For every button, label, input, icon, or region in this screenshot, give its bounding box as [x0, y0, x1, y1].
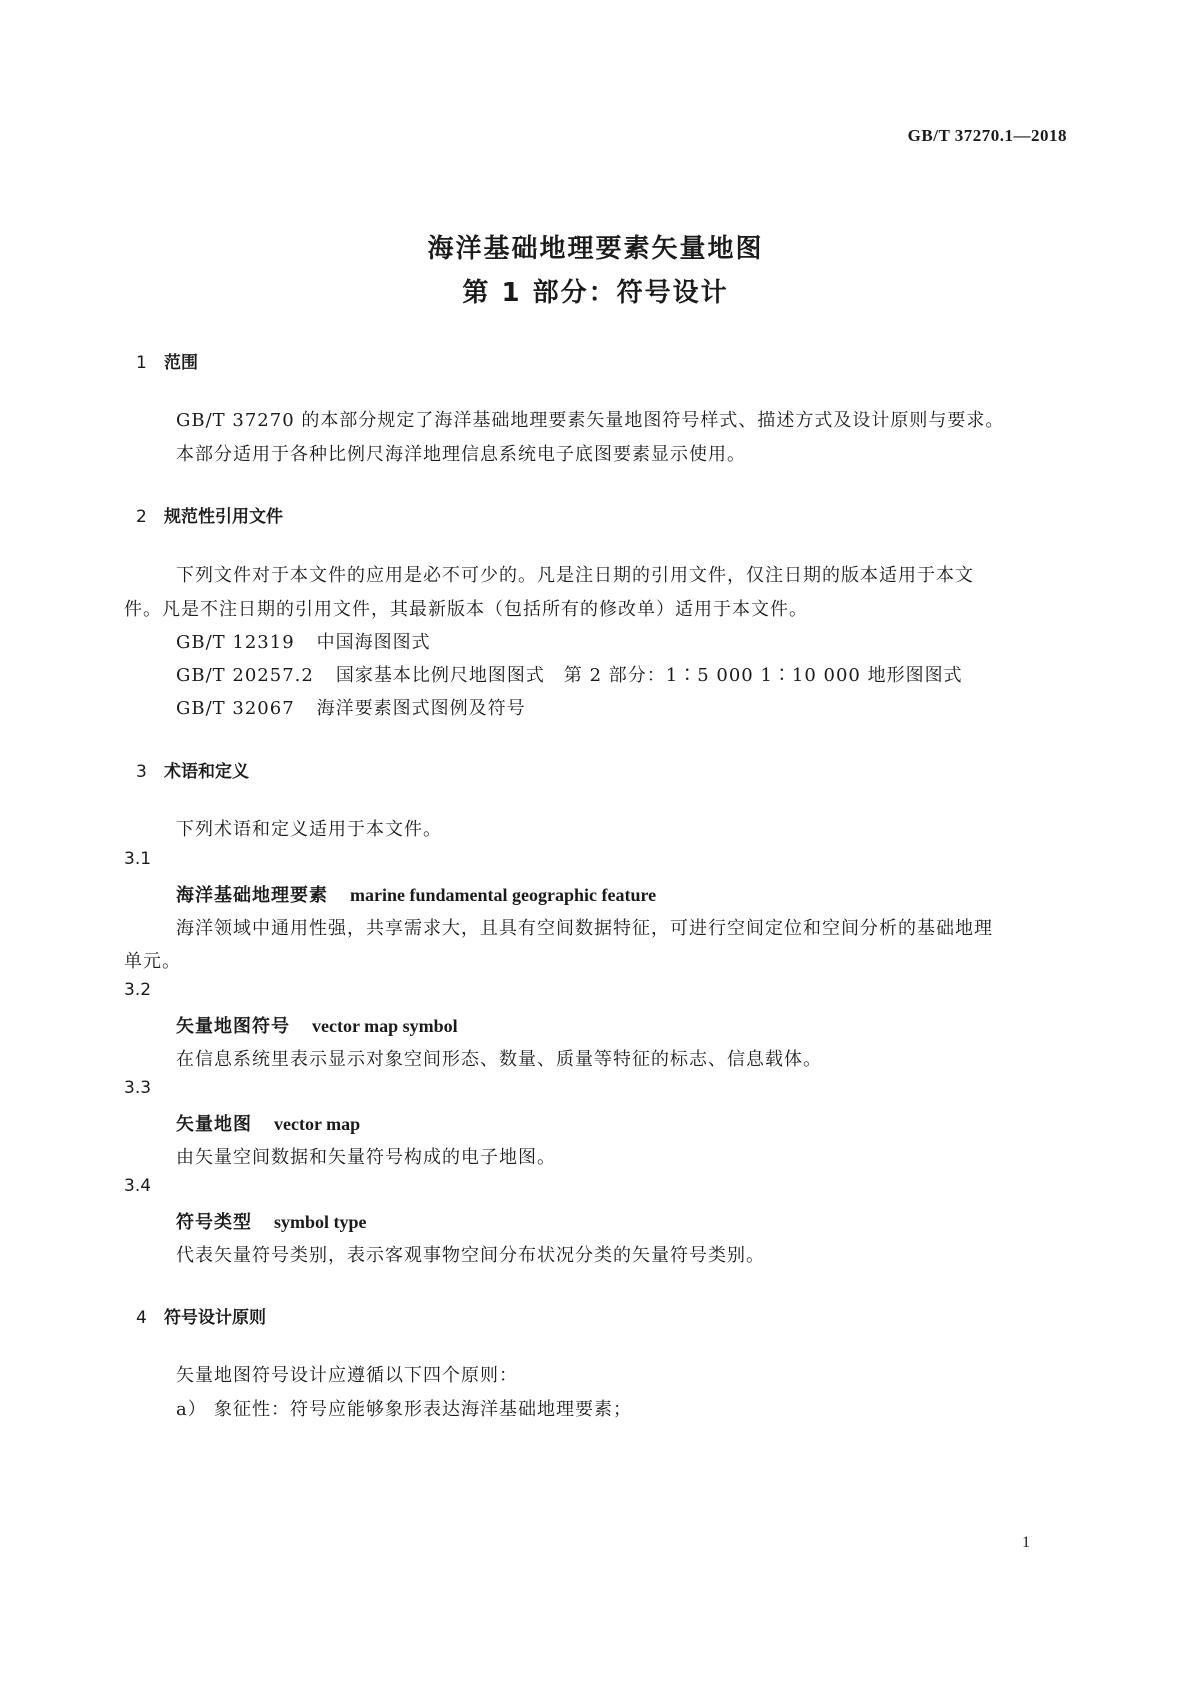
section-heading-normative-references [136, 502, 283, 527]
term-chinese: 符号类型 [176, 1212, 252, 1233]
reference-code: GB/T 12319 [176, 632, 295, 653]
term-definition: 在信息系统里表示显示对象空间形态、数量、质量等特征的标志、信息载体。 [176, 1049, 822, 1070]
term-definition: 海洋领域中通用性强，共享需求大，且具有空间数据特征，可进行空间定位和空间分析的基础地理 [176, 918, 993, 939]
term-chinese: 海洋基础地理要素 [176, 885, 328, 906]
section-heading-scope [136, 348, 198, 373]
section-title: 术语和定义 [164, 762, 249, 782]
section-title: 规范性引用文件 [164, 507, 283, 527]
paragraph: 下列术语和定义适用于本文件。 [176, 819, 442, 840]
document-subtitle: 第 1 部分：符号设计 [462, 278, 729, 308]
reference-code: GB/T 32067 [176, 698, 295, 719]
paragraph: 本部分适用于各种比例尺海洋地理信息系统电子底图要素显示使用。 [176, 444, 746, 465]
term-chinese: 矢量地图 [176, 1114, 252, 1135]
section-number: 3 [136, 762, 147, 782]
paragraph: 件。凡是不注日期的引用文件，其最新版本（包括所有的修改单）适用于本文件。 [124, 599, 808, 620]
reference-item [176, 628, 431, 654]
paragraph: 下列文件对于本文件的应用是必不可少的。凡是注日期的引用文件，仅注日期的版本适用于本文 [176, 565, 974, 586]
section-number: 2 [136, 507, 147, 527]
paragraph: 矢量地图符号设计应遵循以下四个原则： [176, 1365, 518, 1386]
term-entry [176, 1012, 458, 1038]
term-definition: 单元。 [124, 951, 181, 972]
section-number: 4 [136, 1308, 147, 1328]
section-heading-design-principles [136, 1303, 266, 1328]
reference-title: 中国海图图式 [316, 632, 431, 653]
list-item-label: a） [176, 1399, 207, 1420]
section-title: 符号设计原则 [164, 1308, 266, 1328]
section-number: 1 [136, 353, 147, 373]
reference-code: GB/T 20257.2 [176, 665, 314, 686]
document-title: 海洋基础地理要素矢量地图 [427, 234, 764, 264]
term-entry [176, 1208, 367, 1234]
reference-title: 国家基本比例尺地图图式 第 2 部分：1∶5 000 1∶10 000 地形图图式 [335, 665, 963, 686]
standard-number: GB/T 37270.1—2018 [907, 126, 1067, 145]
list-item-text: 象征性：符号应能够象形表达海洋基础地理要素； [214, 1399, 632, 1420]
term-english: vector map symbol [312, 1016, 458, 1036]
reference-title: 海洋要素图式图例及符号 [316, 698, 526, 719]
section-heading-terms [136, 757, 249, 782]
term-english: symbol type [274, 1212, 367, 1232]
list-item [176, 1395, 632, 1421]
term-english: vector map [274, 1114, 361, 1134]
reference-item [176, 661, 963, 687]
term-number: 3.1 [124, 849, 152, 869]
paragraph: GB/T 37270 的本部分规定了海洋基础地理要素矢量地图符号样式、描述方式及设计原则与要求。 [176, 410, 1005, 431]
term-definition: 由矢量空间数据和矢量符号构成的电子地图。 [176, 1147, 556, 1168]
term-number: 3.4 [124, 1176, 152, 1196]
term-number: 3.2 [124, 980, 152, 1000]
term-definition: 代表矢量符号类别，表示客观事物空间分布状况分类的矢量符号类别。 [176, 1245, 765, 1266]
term-chinese: 矢量地图符号 [176, 1016, 290, 1037]
term-entry [176, 1110, 360, 1136]
term-english: marine fundamental geographic feature [350, 885, 657, 905]
reference-item [176, 694, 526, 720]
page-number: 1 [1022, 1534, 1030, 1551]
term-number: 3.3 [124, 1078, 152, 1098]
section-title: 范围 [164, 353, 198, 373]
term-entry [176, 881, 656, 907]
